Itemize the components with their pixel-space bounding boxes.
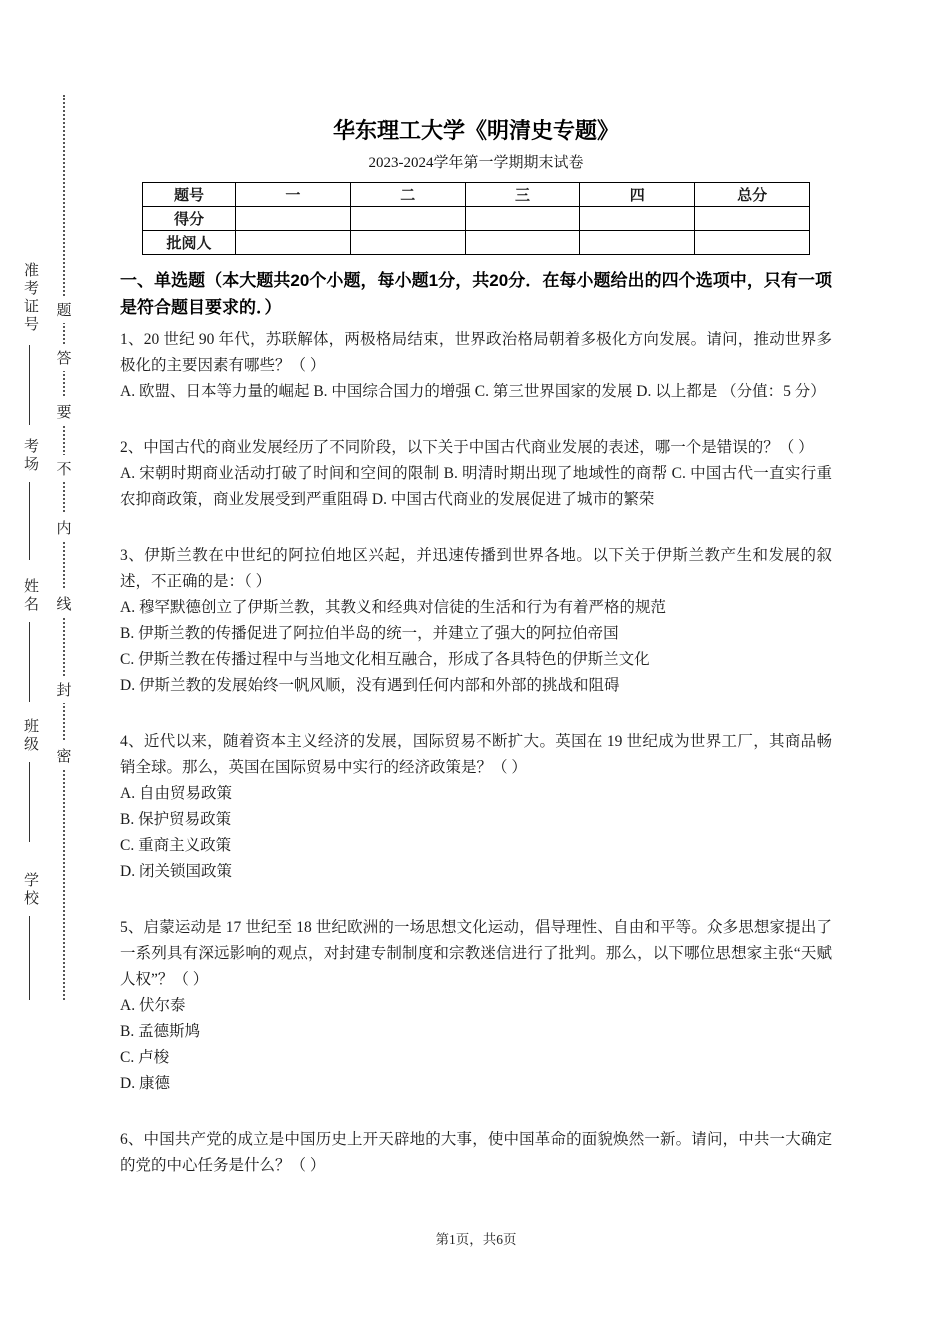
question-block bbox=[120, 1127, 832, 1179]
question-block bbox=[120, 435, 832, 513]
question-paragraph: D. 康德 bbox=[120, 1075, 170, 1092]
seal-char: 要 bbox=[54, 398, 74, 425]
score-table bbox=[142, 182, 810, 255]
margin-label-school: 学校 bbox=[22, 872, 38, 908]
margin-label-exam-number-line bbox=[29, 345, 30, 425]
question-paragraph: A. 欧盟、日本等力量的崛起 B. 中国综合国力的增强 C. 第三世界国家的发展 D. 以上都是 （分值：5 分） bbox=[120, 383, 826, 400]
question-paragraph: A. 宋朝时期商业活动打破了时间和空间的限制 B. 明清时期出现了地域性的商帮 C. 中国古代一直实行重农抑商政策，商业发展受到严重阻碍 D. 中国古代商业的发展促进了城市的繁荣 bbox=[120, 465, 832, 508]
seal-char: 答 bbox=[54, 344, 74, 371]
question-paragraph: D. 闭关锁国政策 bbox=[120, 863, 232, 880]
question-paragraph: D. 伊斯兰教的发展始终一帆风顺，没有遇到任何内部和外部的挑战和阻碍 bbox=[120, 677, 620, 694]
score-table-header-cell: 四 bbox=[580, 183, 695, 207]
score-table-header-cell: 总分 bbox=[695, 183, 810, 207]
margin-label-name: 姓名 bbox=[22, 578, 38, 614]
margin-label-class-line bbox=[29, 762, 30, 842]
score-table-row-label: 批阅人 bbox=[143, 231, 236, 255]
margin-label-exam-room-line bbox=[29, 482, 30, 560]
question-paragraph: C. 重商主义政策 bbox=[120, 837, 232, 854]
question-paragraph: 4、近代以来，随着资本主义经济的发展，国际贸易不断扩大。英国在 19 世纪成为世界工厂，其商品畅销全球。那么，英国在国际贸易中实行的经济政策是？（ ） bbox=[120, 733, 832, 776]
score-table-header-cell: 三 bbox=[465, 183, 580, 207]
score-table-empty-cell bbox=[350, 207, 465, 231]
seal-dotted-line bbox=[63, 95, 65, 1000]
question-paragraph: B. 伊斯兰教的传播促进了阿拉伯半岛的统一，并建立了强大的阿拉伯帝国 bbox=[120, 625, 619, 642]
exam-content bbox=[120, 118, 832, 1209]
seal-char: 密 bbox=[54, 742, 74, 769]
score-table-header-cell: 一 bbox=[236, 183, 351, 207]
question-paragraph: 3、伊斯兰教在中世纪的阿拉伯地区兴起，并迅速传播到世界各地。以下关于伊斯兰教产生和发展的叙述，不正确的是：（ ） bbox=[120, 547, 832, 590]
score-table-row bbox=[143, 231, 810, 255]
score-table-empty-cell bbox=[580, 231, 695, 255]
question-paragraph: A. 自由贸易政策 bbox=[120, 785, 232, 802]
score-table-empty-cell bbox=[695, 207, 810, 231]
question-paragraph: 2、中国古代的商业发展经历了不同阶段，以下关于中国古代商业发展的表述，哪一个是错误的？（ ） bbox=[120, 439, 814, 456]
question-paragraph: 5、启蒙运动是 17 世纪至 18 世纪欧洲的一场思想文化运动，倡导理性、自由和平等。众多思想家提出了一系列具有深远影响的观点，对封建专制制度和宗教迷信进行了批判。那么，以下哪位思想家主张“天赋人权”？（ ） bbox=[120, 919, 832, 988]
page-footer: 第1页，共6页 bbox=[435, 1232, 517, 1247]
seal-char: 封 bbox=[54, 676, 74, 703]
section-heading: 一、单选题（本大题共20个小题，每小题1分，共20分．在每小题给出的四个选项中，只有一项是符合题目要求的．） bbox=[120, 271, 832, 317]
question-paragraph: A. 伏尔泰 bbox=[120, 997, 186, 1014]
question-paragraph: 6、中国共产党的成立是中国历史上开天辟地的大事，使中国革命的面貌焕然一新。请问，中共一大确定的党的中心任务是什么？（ ） bbox=[120, 1131, 832, 1174]
margin-label-exam-number: 准考证号 bbox=[22, 262, 38, 334]
seal-char: 线 bbox=[54, 590, 74, 617]
question-paragraph: B. 保护贸易政策 bbox=[120, 811, 232, 828]
question-block bbox=[120, 915, 832, 1097]
score-table-header-cell: 二 bbox=[350, 183, 465, 207]
question-block bbox=[120, 729, 832, 885]
question-paragraph: A. 穆罕默德创立了伊斯兰教，其教义和经典对信徒的生活和行为有着严格的规范 bbox=[120, 599, 666, 616]
question-paragraph: B. 孟德斯鸠 bbox=[120, 1023, 201, 1040]
question-block bbox=[120, 327, 832, 405]
seal-char: 题 bbox=[54, 296, 74, 323]
score-table-empty-cell bbox=[236, 207, 351, 231]
question-paragraph: C. 伊斯兰教在传播过程中与当地文化相互融合，形成了各具特色的伊斯兰文化 bbox=[120, 651, 650, 668]
margin-label-exam-room: 考场 bbox=[22, 438, 38, 474]
seal-char: 内 bbox=[54, 514, 74, 541]
score-table-header-cell: 题号 bbox=[143, 183, 236, 207]
question-list bbox=[120, 327, 832, 1179]
score-table-empty-cell bbox=[236, 231, 351, 255]
score-table-empty-cell bbox=[695, 231, 810, 255]
score-table-header-row bbox=[143, 183, 810, 207]
margin-label-school-line bbox=[29, 916, 30, 1000]
score-table-row-label: 得分 bbox=[143, 207, 236, 231]
margin-label-class: 班级 bbox=[22, 718, 38, 754]
score-table-empty-cell bbox=[465, 231, 580, 255]
score-table-row bbox=[143, 207, 810, 231]
seal-char: 不 bbox=[54, 455, 74, 482]
margin-label-name-line bbox=[29, 622, 30, 702]
page-title: 华东理工大学《明清史专题》 bbox=[332, 118, 619, 143]
question-block bbox=[120, 543, 832, 699]
score-table-empty-cell bbox=[580, 207, 695, 231]
page-subtitle: 2023-2024学年第一学期期末试卷 bbox=[368, 155, 584, 171]
score-table-empty-cell bbox=[350, 231, 465, 255]
question-paragraph: C. 卢梭 bbox=[120, 1049, 170, 1066]
question-paragraph: 1、20 世纪 90 年代，苏联解体，两极格局结束，世界政治格局朝着多极化方向发展。请问，推动世界多极化的主要因素有哪些？（ ） bbox=[120, 331, 832, 374]
score-table-empty-cell bbox=[465, 207, 580, 231]
